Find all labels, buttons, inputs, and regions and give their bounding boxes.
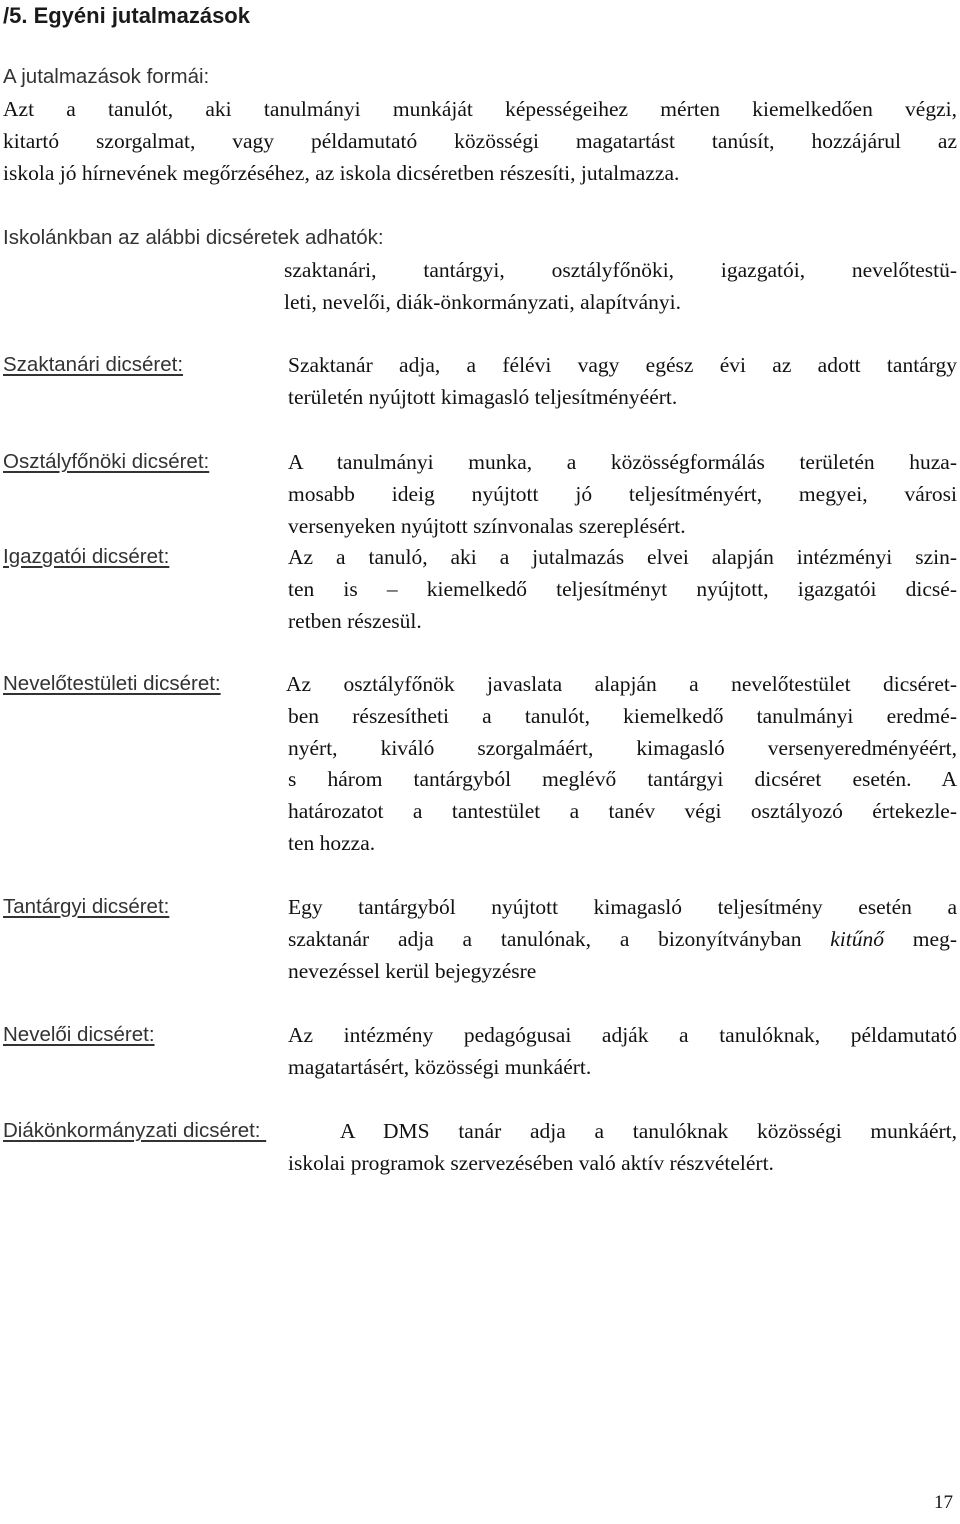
label-nevel-i: Nevelői dicséret: <box>3 1023 155 1046</box>
praise-list-line-1: szaktanári, tantárgyi, osztályfőnöki, igazgatói, nevelőtestü- <box>284 258 957 282</box>
section-title: /5. Egyéni jutalmazások <box>3 3 250 28</box>
tantargyi-line-1: Egy tantárgyból nyújtott kimagasló teljesítmény esetén a <box>288 895 957 919</box>
forms-heading: A jutalmazások formái: <box>3 65 210 88</box>
nevelotestuleti-line-1: Az osztályfőnök javaslata alapján a nevelőtestület dicséret- <box>286 672 957 696</box>
nevel-i-line-2: magatartásért, közösségi munkáért. <box>288 1055 592 1079</box>
osztalyfonoki-line-3: versenyeken nyújtott színvonalas szereplésért. <box>288 514 686 538</box>
label-osztalyfonoki: Osztályfőnöki dicséret: <box>3 450 210 473</box>
label-tantargyi: Tantárgyi dicséret: <box>3 895 170 918</box>
osztalyfonoki-line-1: A tanulmányi munka, a közösségformálás területén huza- <box>288 450 957 474</box>
praise-list-line-2: leti, nevelői, diák-önkormányzati, alapítványi. <box>284 290 682 314</box>
nevelotestuleti-line-4: s három tantárgyból meglévő tantárgyi dicséret esetén. A <box>288 767 957 791</box>
label-szaktanari: Szaktanári dicséret: <box>3 353 184 376</box>
szaktanari-line-1: Szaktanár adja, a félévi vagy egész évi az adott tantárgy <box>288 353 957 377</box>
nevel-i-line-1: Az intézmény pedagógusai adják a tanulóknak, példamutató <box>288 1023 957 1047</box>
intro-line-3: iskola jó hírnevének megőrzéséhez, az iskola dicséretben részesíti, jutalmazza. <box>3 161 680 185</box>
nevelotestuleti-line-3: nyért, kiváló szorgalmáért, kimagasló versenyeredményéért, <box>288 736 957 760</box>
label-igazgatoi: Igazgatói dicséret: <box>3 545 170 568</box>
szaktanari-line-2: területén nyújtott kimagasló teljesítményéért. <box>288 385 678 409</box>
igazgatoi-line-3: retben részesül. <box>288 609 422 633</box>
tantargyi-line-2 <box>288 923 957 955</box>
osztalyfonoki-line-2: mosabb ideig nyújtott jó teljesítményért, megyei, városi <box>288 482 957 506</box>
diakonkormanyzati-line-1: A DMS tanár adja a tanulóknak közösségi munkáért, <box>340 1119 957 1143</box>
label-diakonkormanyzati: Diákönkormányzati dicséret: <box>3 1119 267 1142</box>
tantargyi-line-3: nevezéssel kerül bejegyzésre <box>288 959 537 983</box>
tantargyi-emphasis: kitűnő <box>830 927 885 951</box>
tantargyi-line-2-post: meg- <box>884 927 957 951</box>
page-number: 17 <box>934 1492 953 1513</box>
tantargyi-line-2-pre: szaktanár adja a tanulónak, a bizonyítványban <box>288 927 831 951</box>
intro-line-1: Azt a tanulót, aki tanulmányi munkáját képességeihez mérten kiemelkedően végzi, <box>3 97 957 121</box>
label-nevelotestuleti: Nevelőtestületi dicséret: <box>3 672 221 695</box>
diakonkormanyzati-line-2: iskolai programok szervezésében való aktív részvételért. <box>288 1151 774 1175</box>
intro-line-2: kitartó szorgalmat, vagy példamutató közösségi magatartást tanúsít, hozzájárul az <box>3 129 957 153</box>
nevelotestuleti-line-5: határozatot a tantestület a tanév végi osztályozó értekezle- <box>288 799 957 823</box>
igazgatoi-line-2: ten is – kiemelkedő teljesítményt nyújtott, igazgatói dicsé- <box>288 577 957 601</box>
praise-list-heading: Iskolánkban az alábbi dicséretek adhatók: <box>3 226 384 249</box>
nevelotestuleti-line-6: ten hozza. <box>288 831 376 855</box>
nevelotestuleti-line-2: ben részesítheti a tanulót, kiemelkedő tanulmányi eredmé- <box>288 704 957 728</box>
igazgatoi-line-1: Az a tanuló, aki a jutalmazás elvei alapján intézményi szin- <box>288 545 957 569</box>
